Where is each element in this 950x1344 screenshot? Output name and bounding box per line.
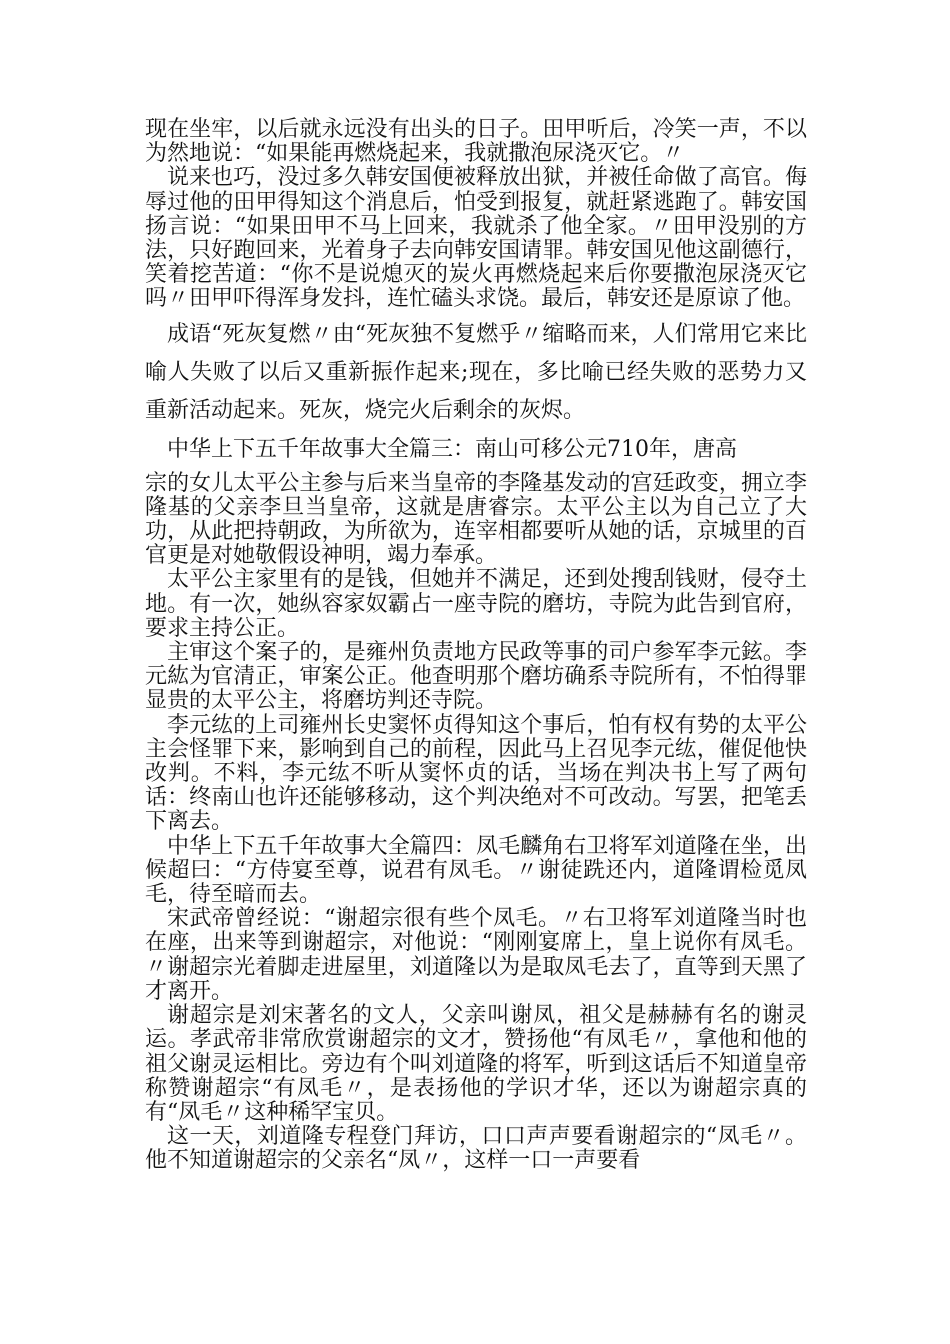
document-page: [145, 118, 807, 1174]
paragraph-4: 宗的女儿太平公主参与后来当皇帝的李隆基发动的宫廷政变，拥立李隆基的父亲李旦当皇帝，这就是唐睿宗。太平公主以为自己立了大功，从此把持朝政，为所欲为，连宰相都要听从她的话，京城里的百官更是对她敬假设神明，竭力奉承。: [145, 470, 807, 569]
section-heading-4: 中华上下五千年故事大全篇四：凤毛麟角右卫将军刘道隆在坐，出候超曰：“方侍宴至尊，说君有凤毛。〃谢徒跣还内，道隆谓检觅凤毛，待至暗而去。: [145, 833, 807, 908]
paragraph-8: 宋武帝曾经说：“谢超宗很有些个凤毛。〃右卫将军刘道隆当时也在座，出来等到谢超宗，对他说：“刚刚宴席上，皇上说你有凤毛。〃谢超宗光着脚走进屋里，刘道隆以为是取凤毛去了，直等到天黑了才离开。: [145, 906, 807, 1004]
section-heading-3: 中华上下五千年故事大全篇三：南山可移公元710年，唐高: [167, 436, 737, 462]
paragraph-7: 李元纮的上司雍州长史窦怀贞得知这个事后，怕有权有势的太平公主会怪罪下来，影响到自己的前程，因此马上召见李元纮，催促他快改判。不料，李元纮不听从窦怀贞的话，当场在判决书上写了两句话：终南山也许还能够移动，这个判决绝对不可改动。写罢，把笔丢下离去。: [145, 712, 807, 835]
paragraph-9: 谢超宗是刘宋著名的文人，父亲叫谢凤，祖父是赫赫有名的谢灵运。孝武帝非常欣赏谢超宗的文才，赞扬他“有凤毛〃，拿他和他的祖父谢灵运相比。旁边有个叫刘道隆的将军，听到这话后不知道皇帝称赞谢超宗“有凤毛〃，是表扬他的学识才华，还以为谢超宗真的有“凤毛〃这种稀罕宝贝。: [145, 1003, 807, 1125]
paragraph-1: 现在坐牢，以后就永远没有出头的日子。田甲听后，冷笑一声，不以为然地说：“如果能再燃烧起来，我就撒泡尿浇灭它。〃: [145, 117, 807, 167]
paragraph-5: 太平公主家里有的是钱，但她并不满足，还到处搜刮钱财，侵夺土地。有一次，她纵容家奴霸占一座寺院的磨坊，寺院为此告到官府，要求主持公正。: [145, 567, 807, 641]
paragraph-3: 成语“死灰复燃〃由“死灰独不复燃乎〃缩略而来，人们常用它来比喻人失败了以后又重新振作起来;现在，多比喻已经失败的恶势力又重新活动起来。死灰，烧完火后剩余的灰烬。: [145, 321, 807, 423]
paragraph-10: 这一天，刘道隆专程登门拜访，口口声声要看谢超宗的“凤毛〃。他不知道谢超宗的父亲名“凤〃，这样一口一声要看: [145, 1124, 807, 1174]
paragraph-2: 说来也巧，没过多久韩安国便被释放出狱，并被任命做了高官。侮辱过他的田甲得知这个消息后，怕受到报复，就赶紧逃跑了。韩安国扬言说：“如果田甲不马上回来，我就杀了他全家。〃田甲没别的方法，只好跑回来，光着身子去向韩安国请罪。韩安国见他这副德行，笑着挖苦道：“你不是说熄灭的炭火再燃烧起来后你要撒泡尿浇灭它吗〃田甲吓得浑身发抖，连忙磕头求饶。最后，韩安还是原谅了他。: [145, 165, 807, 312]
paragraph-6: 主审这个案子的，是雍州负责地方民政等事的司户参军李元鉉。李元紘为官清正，审案公正。他查明那个磨坊确系寺院所有，不怕得罪显贵的太平公主，将磨坊判还寺院。: [145, 640, 807, 714]
